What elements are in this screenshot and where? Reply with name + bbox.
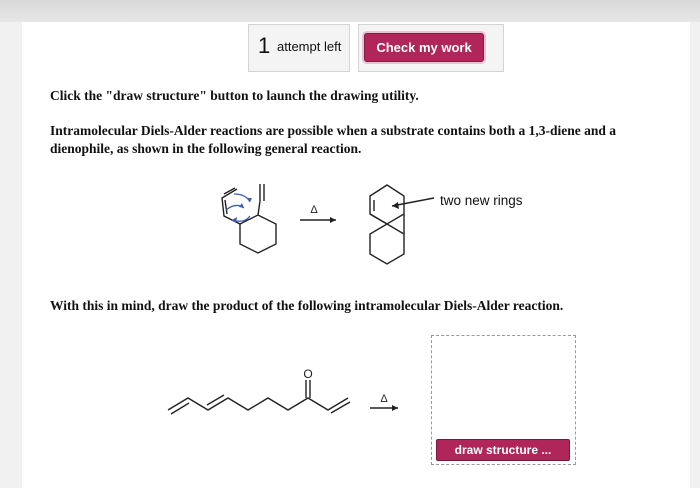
attempts-label: attempt left	[277, 39, 342, 54]
top-bar	[0, 0, 700, 23]
task-instruction: With this in mind, draw the product of the following intramolecular Diels-Alder reaction.	[50, 298, 564, 313]
general-heat-symbol: Δ	[310, 204, 318, 216]
two-new-rings-label: two new rings	[440, 193, 523, 208]
general-reaction-figure	[212, 176, 442, 272]
right-margin	[690, 22, 700, 488]
left-margin	[0, 22, 22, 488]
oxygen-label: O	[303, 367, 313, 381]
check-my-work-button[interactable]: Check my work	[364, 33, 484, 62]
draw-structure-button[interactable]: draw structure ...	[436, 439, 570, 461]
attempts-count: 1	[258, 33, 271, 58]
launch-instruction: Click the "draw structure" button to launch the drawing utility.	[50, 88, 419, 103]
problem-heat-symbol: Δ	[380, 393, 388, 405]
substrate-chain	[168, 398, 348, 410]
problem-reaction-figure	[160, 366, 400, 422]
intro-paragraph: Intramolecular Diels-Alder reactions are possible when a substrate contains both a 1,3-diene and a dienophile, as shown in the following general reaction.	[50, 123, 617, 156]
product-lower-ring	[370, 224, 404, 264]
reactant-dienophile	[258, 201, 260, 215]
